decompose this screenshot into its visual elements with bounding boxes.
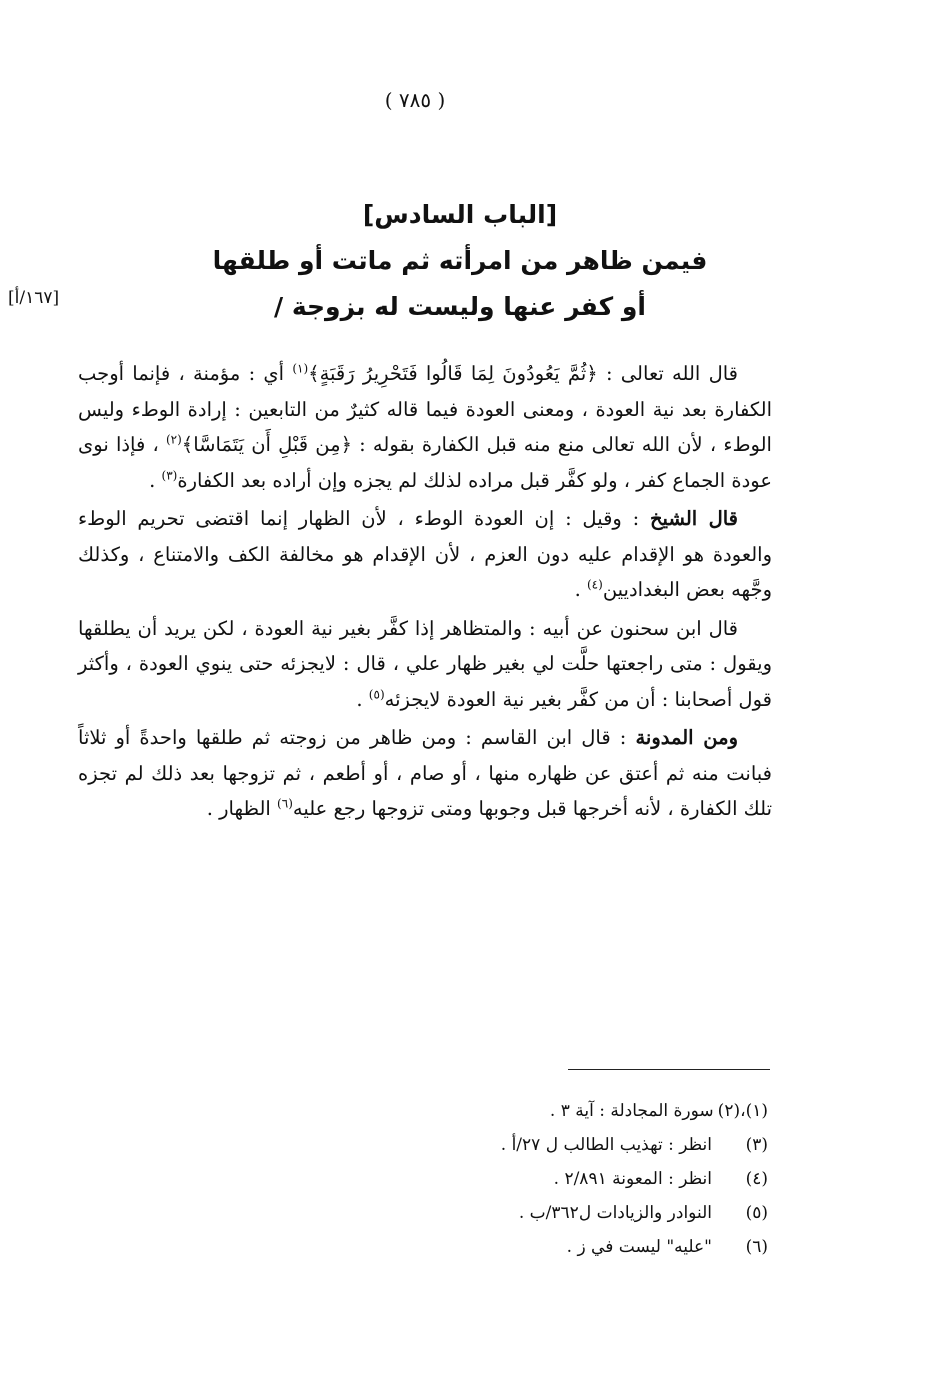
p4-lead: ومن المدونة [635,726,738,749]
footnote-text: انظر : تهذيب الطالب ل ٢٧/أ . [500,1135,712,1155]
footnote-item [168,1230,768,1264]
paragraph-1 [78,356,772,498]
chapter-subtitle-line-2: أو كفر عنها وليست له بزوجة / [274,292,646,321]
chapter-subtitle-line-1: فيمن ظاهر من امرأته ثم ماتت أو طلقها [212,246,708,275]
footnotes [168,1094,768,1264]
footnote-divider [568,1069,770,1070]
footnote-item [168,1196,768,1230]
footnote-number: (٤) [745,1169,768,1189]
footnote-number: (١)،(٢) [717,1101,768,1121]
p4-text: : قال ابن القاسم : ومن ظاهر من زوجته ثم طلقها واحدةً أو ثلاثاً فبانت منه ثم أعتق عن ظهاره منها ، أو صام ، أو أطعم ، ثم تزوجها بعد ذلك لم تجزه تلك الكفارة ، لأنه أخرجها قبل وجوبها ومتى تزوجها رجع عليه [78,726,772,820]
footnote-number: (٥) [745,1203,768,1223]
chapter-heading [140,192,780,330]
footnote-marker-4: (٤) [586,577,603,592]
footnote-text: انظر : المعونة ٢/٨٩١ . [553,1169,712,1189]
footnote-item [168,1162,768,1196]
p2-text: : وقيل : إن العودة الوطء ، لأن الظهار إنما اقتضى تحريم الوطء والعودة هو الإقدام عليه دون العزم ، لأن الإقدام هو مخالفة الكف والامتناع ، وكذلك وجَّهه بعض البغداديين [78,507,772,601]
footnote-text: سورة المجادلة : آية ٣ . [549,1101,714,1121]
footnote-number: (٦) [745,1237,768,1257]
p1-text-b: أي : مؤمنة ، فإنما أوجب الكفارة بعد نية العودة ، ومعنى العودة فيما قاله كثيرٌ من التابعين : إرادة الوطء وليس الوطء ، لأن الله تعالى منع منه قبل الكفارة بقوله : ﴿مِن قَبْلِ أَن يَتَمَاسَّا﴾ [78,362,772,456]
footnote-item [168,1094,768,1128]
main-text [78,356,772,830]
footnote-marker-3: (٣) [161,468,178,482]
p1-text-a: قال الله تعالى : ﴿ثُمَّ يَعُودُونَ لِمَا قَالُوا فَتَحْرِيرُ رَقَبَةٍ﴾ [308,362,738,385]
footnote-marker-1: (١) [292,361,309,376]
p3-text-end: . [356,687,369,711]
page-number: ( ٧٨٥ ) [384,88,446,112]
p1-text-end: . [149,468,162,492]
p1-text-c: ، فإذا نوى عودة الجماع كفر ، ولو كفَّر قبل مراده لذلك لم يجزه وإن أراده بعد الكفارة [78,433,772,492]
footnote-marker-6: (٦) [277,796,293,811]
p3-text: قال ابن سحنون عن أبيه : والمتظاهر إذا كفَّر بغير نية العودة ، لكن يريد أن يطلقها ويقول : متى راجعتها حلَّت لي بغير ظهار علي ، قال : لايجزئه حتى ينوي العودة ، وأكثر قول أصحابنا : أن من كفَّر بغير نية العودة لايجزئه [78,616,772,711]
chapter-title: [الباب السادس] [362,200,558,229]
footnote-number: (٣) [745,1135,768,1155]
footnote-text: النوادر والزيادات ل٣٦٢/ب . [518,1203,712,1223]
paragraph-4 [78,720,772,827]
footnote-item [168,1128,768,1162]
footnote-marker-2: (٢) [165,432,182,447]
margin-folio-reference: [١٦٧/أ] [8,288,60,308]
p2-text-end: . [574,578,587,601]
paragraph-2 [78,501,772,608]
p4-text-end: الظهار . [206,797,278,820]
paragraph-3 [78,611,772,718]
footnote-text: "عليه" ليست في ز . [566,1237,712,1257]
p2-lead: قال الشيخ [649,507,739,530]
footnote-marker-5: (٥) [368,687,385,701]
